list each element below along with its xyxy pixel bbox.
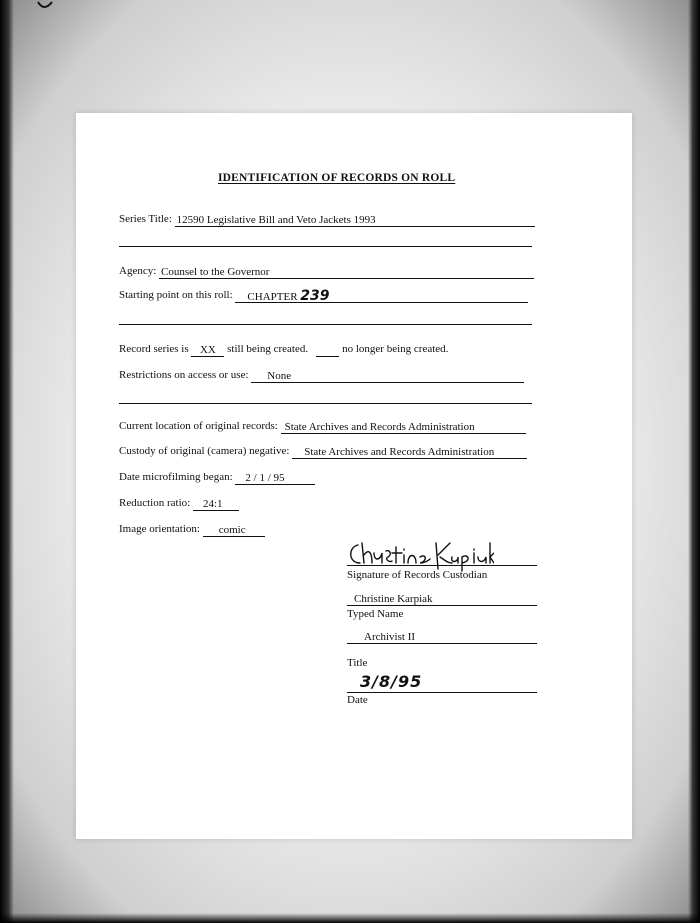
date-began-row [119, 469, 315, 485]
starting-point-label: Starting point on this roll: [119, 289, 233, 301]
date-began-field: 2 / 1 / 95 [235, 471, 315, 485]
no-longer-being-created-text: no longer being created. [342, 343, 449, 355]
film-corner-mark [36, 0, 56, 12]
record-series-row [119, 341, 448, 357]
still-being-created-mark: XX [191, 343, 224, 357]
agency-row [119, 263, 534, 279]
starting-point-field [235, 289, 528, 303]
reduction-ratio-label: Reduction ratio: [119, 497, 191, 509]
no-longer-being-created-mark [316, 343, 339, 357]
custody-row [119, 443, 527, 459]
title-value: Archivist II [364, 631, 416, 643]
image-orientation-label: Image orientation: [119, 523, 200, 535]
record-series-label: Record series is [119, 343, 189, 355]
current-location-label: Current location of original records: [119, 420, 278, 432]
still-being-created-text: still being created. [227, 343, 309, 355]
series-title-label: Series Title: [119, 213, 172, 225]
image-orientation-field: comic [203, 523, 265, 537]
series-title-row [119, 211, 535, 227]
records-form-sheet [76, 113, 632, 839]
restrictions-field: None [251, 369, 524, 383]
starting-point-row [119, 287, 528, 303]
custody-label: Custody of original (camera) negative: [119, 445, 290, 457]
agency-field: Counsel to the Governor [159, 265, 534, 279]
signature-line [347, 565, 537, 566]
date-line [347, 692, 537, 693]
custodian-handwritten-signature [344, 533, 494, 573]
restrictions-label: Restrictions on access or use: [119, 369, 249, 381]
current-location-field: State Archives and Records Administration [281, 420, 526, 434]
film-edge-bottom [0, 913, 700, 923]
series-title-continuation-line [119, 246, 532, 247]
title-label: Title [347, 657, 368, 669]
signature-caption: Signature of Records Custodian [347, 569, 488, 581]
typed-name-label: Typed Name [347, 608, 404, 620]
film-edge-left [0, 0, 14, 923]
reduction-ratio-row [119, 495, 239, 511]
restrictions-row [119, 367, 524, 383]
custody-field: State Archives and Records Administration [292, 445, 527, 459]
image-orientation-row [119, 521, 265, 537]
title-line [347, 643, 537, 644]
typed-name-line [347, 605, 537, 606]
restrictions-continuation-line [119, 403, 532, 404]
current-location-row [119, 418, 526, 434]
series-title-field: 12590 Legislative Bill and Veto Jackets 1993 [175, 213, 535, 227]
typed-name-value: Christine Karpiak [354, 593, 433, 605]
starting-point-continuation-line [119, 324, 532, 325]
agency-label: Agency: [119, 265, 157, 277]
date-label: Date [347, 694, 368, 706]
date-began-label: Date microfilming began: [119, 471, 233, 483]
date-handwritten: 3/8/95 [360, 672, 423, 691]
form-title: IDENTIFICATION OF RECORDS ON ROLL [218, 172, 456, 184]
reduction-ratio-field: 24:1 [193, 497, 239, 511]
starting-point-handwritten: 239 [300, 289, 330, 303]
film-edge-right [688, 0, 700, 923]
starting-point-chapter: CHAPTER [247, 291, 298, 303]
